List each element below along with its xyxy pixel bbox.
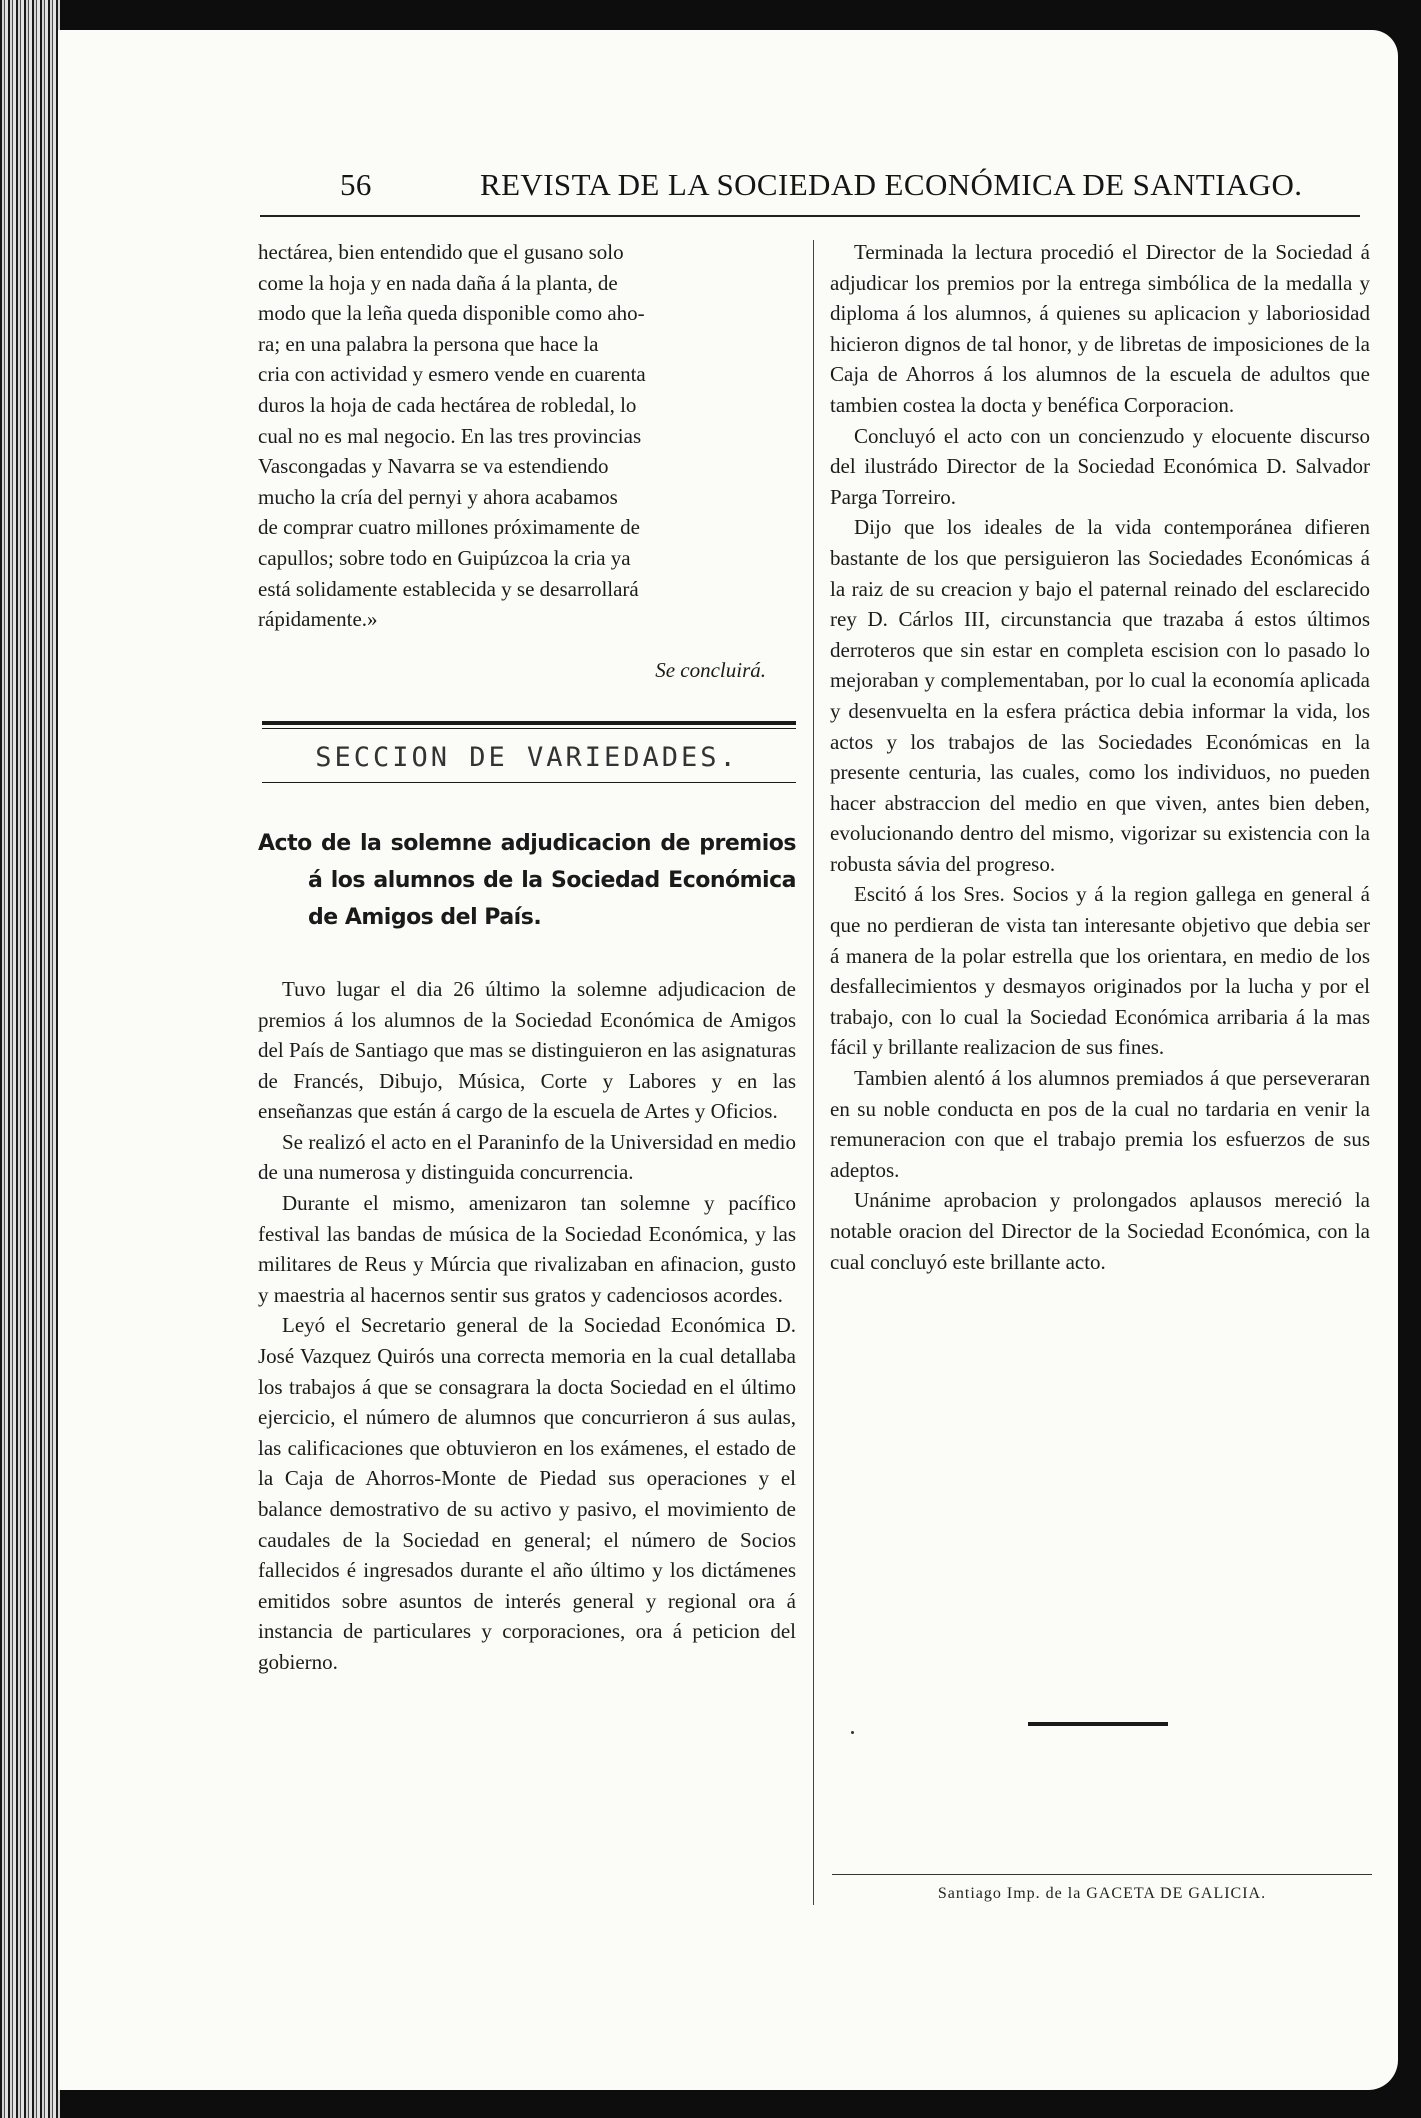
article-paragraph: Dijo que los ideales de la vida contemporánea difieren bastante de los que persiguieron las Sociedades Económicas á la raiz de su creacion y bajo el paternal reinado del esclarecido rey D. Cárlos III, circunstancia que trazaba á estos últimos derroteros que sin estar en completa escision con lo pasado lo mejoraban y complementaban, por lo cual la economía aplicada y desenvuelta en la esfera práctica debia informar la vida, los actos y los trabajos de las Sociedades Económicas en la presente centuria, las cuales, como los individuos, no pueden hacer abstraccion del medio en que viven, antes bien deben, evolucionando dentro del mismo, vigorizar su existencia con la robusta sávia del progreso.	[830, 515, 1370, 876]
book-binding-edge	[0, 0, 60, 2118]
page-header	[284, 167, 1303, 217]
text-line: ra; en una palabra la persona que hace la	[258, 331, 599, 356]
left-column	[258, 237, 796, 1678]
text-line: capullos; sobre todo en Guipúzcoa la cria ya	[258, 545, 631, 570]
article-paragraph: Escitó á los Sres. Socios y á la region gallega en general á que no perdieran de vista tan interesante objetivo que debia ser á manera de la polar estrella que los orientara, en medio de los desfallecimientos y desmayos originados por la lucha y por el trabajo, con lo cual la Sociedad Económica arribaria á la mas fácil y brillante realizacion de sus fines.	[830, 882, 1370, 1060]
article-paragraph: Se realizó el acto en el Paraninfo de la Universidad en medio de una numerosa y distinguida concurrencia.	[258, 1129, 796, 1185]
article-paragraph: Concluyó el acto con un concienzudo y elocuente discurso del ilustrádo Director de la Sociedad Económica D. Salvador Parga Torreiro.	[830, 423, 1370, 509]
footer-rule	[832, 1874, 1372, 1875]
article-title: Acto de la solemne adjudicacion de premios á los alumnos de la Sociedad Económica de Amigos del País.	[258, 830, 796, 930]
article-paragraph: Unánime aprobacion y prolongados aplausos mereció la notable oracion del Director de la Sociedad Económica, con la cual concluyó este brillante acto.	[830, 1188, 1370, 1274]
article-paragraph: Durante el mismo, amenizaron tan solemne y pacífico festival las bandas de música de la Sociedad Económica, y las militares de Reus y Múrcia que rivalizaban en afinacion, gusto y maestria al hacernos sentir sus gratos y cadenciosos acordes.	[258, 1191, 796, 1307]
printer-imprint: Santiago Imp. de la GACETA DE GALICIA.	[937, 1885, 1267, 1902]
text-line: duros la hoja de cada hectárea de robledal, lo	[258, 392, 637, 417]
text-line: cria con actividad y esmero vende en cuarenta	[258, 362, 646, 387]
to-be-continued: Se concluirá.	[655, 657, 766, 682]
continuation-text	[258, 237, 796, 635]
section-rule-bottom	[262, 782, 796, 783]
text-line: modo que la leña queda disponible como aho-	[258, 301, 645, 326]
section-title: SECCION DE VARIEDADES.	[315, 742, 739, 774]
article-paragraph: Tambien alentó á los alumnos premiados á que perseveraran en su noble conducta en pos de la cual no tardaria en venir la remuneracion con que el trabajo premia los esfuerzos de sus adeptos.	[830, 1066, 1370, 1182]
text-line: mucho la cría del pernyi y ahora acabamos	[258, 484, 618, 509]
text-line: Vascongadas y Navarra se va estendiendo	[258, 454, 609, 479]
column-divider	[813, 240, 814, 1905]
text-line: cual no es mal negocio. En las tres provincias	[258, 423, 642, 448]
end-of-article-rule	[1028, 1722, 1168, 1726]
page-number: 56	[340, 167, 372, 202]
text-line: está solidamente establecida y se desarrollará	[258, 576, 639, 601]
text-line: de comprar cuatro millones próximamente de	[258, 515, 640, 540]
text-line: rápidamente.»	[258, 607, 378, 632]
article-paragraph: Terminada la lectura procedió el Director de la Sociedad á adjudicar los premios por la entrega simbólica de la medalla y diploma á los alumnos, á quienes su aplicacion y laboriosidad hicieron dignos de tal honor, y de libretas de imposiciones de la Caja de Ahorros á los alumnos de la escuela de adultos que tambien costea la docta y benéfica Corporacion.	[830, 240, 1370, 417]
article-paragraph: Tuvo lugar el dia 26 último la solemne adjudicacion de premios á los alumnos de la Sociedad Económica de Amigos del País de Santiago que mas se distinguieron en las asignaturas de Francés, Dibujo, Música, Corte y Labores y en las enseñanzas que están á cargo de la escuela de Artes y Oficios.	[258, 976, 796, 1124]
header-rule	[260, 215, 1360, 217]
section-rule-thick	[262, 721, 796, 725]
text-line: come la hoja y en nada daña á la planta, de	[258, 270, 618, 295]
end-dot	[851, 1731, 854, 1734]
section-rule-thin	[262, 728, 796, 729]
right-column	[830, 237, 1370, 1277]
text-line: hectárea, bien entendido que el gusano solo	[258, 240, 624, 264]
article-paragraph: Leyó el Secretario general de la Sociedad Económica D. José Vazquez Quirós una correcta memoria en la cual detallaba los trabajos á que se consagrara la docta Sociedad en el último ejercicio, el número de alumnos que concurrieron á sus aulas, las calificaciones que obtuvieron en los exámenes, el estado de la Caja de Ahorros-Monte de Piedad sus operaciones y el balance demostrativo de su activo y pasivo, el movimiento de caudales de la Sociedad en general; el número de Socios fallecidos é ingresados durante el año último y los dictámenes emitidos sobre asuntos de interés general y regional ora á instancia de particulares y corporaciones, ora á peticion del gobierno.	[258, 1313, 796, 1674]
running-title: REVISTA DE LA SOCIEDAD ECONÓMICA DE SANTIAGO.	[480, 167, 1303, 202]
